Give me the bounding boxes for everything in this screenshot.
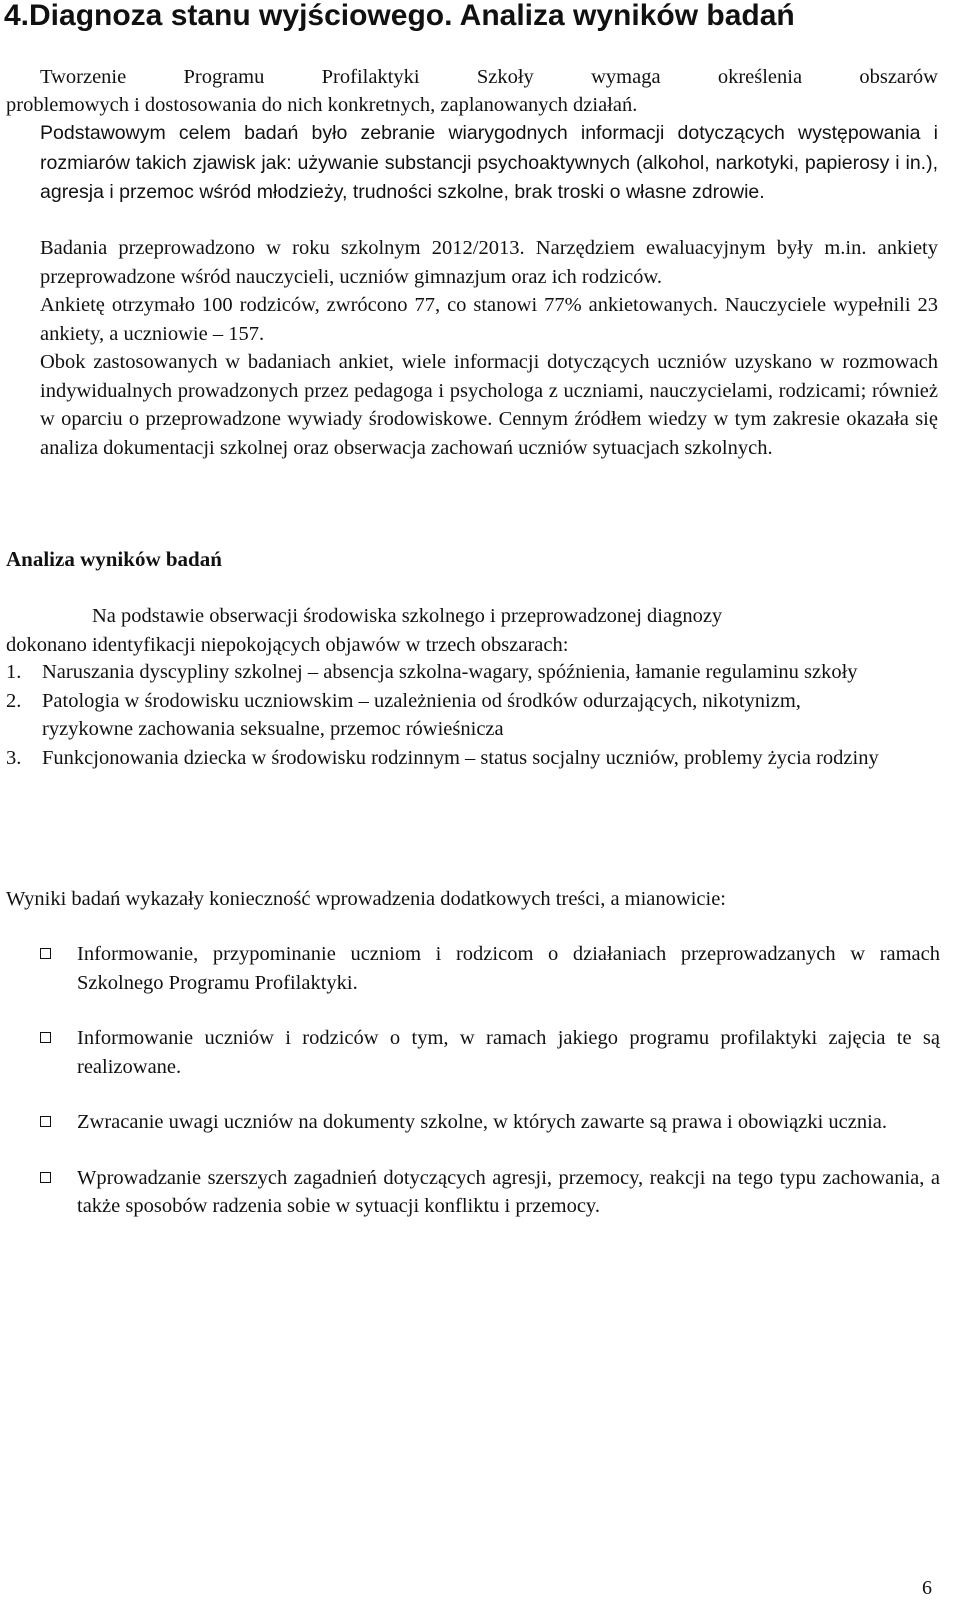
list-item-text: Wprowadzanie szerszych zagadnień dotyczących agresji, przemocy, reakcji na tego typu zachowania, a także sposobów radzenia sobie w sytuacji konfliktu i przemocy.: [77, 1166, 940, 1217]
list-item-text: Naruszania dyscypliny szkolnej – absencja szkolna-wagary, spóźnienia, łamanie regulaminu szkoły: [42, 661, 858, 683]
list-item-text: Funkcjonowania dziecka w środowisku rodzinnym – status socjalny uczniów, problemy życia rodziny: [42, 746, 879, 769]
page-number: 6: [922, 1577, 932, 1599]
survey-stats-paragraph: Ankietę otrzymało 100 rodziców, zwrócono 77, co stanowi 77% ankietowanych. Nauczyciele wypełnili 23 ankiety, a uczniowie – 157.: [40, 294, 938, 345]
checkbox-bullet-icon: [40, 1116, 51, 1127]
list-item-number: 3.: [6, 746, 22, 769]
research-tools-paragraph: Badania przeprowadzono w roku szkolnym 2012/2013. Narzędziem ewaluacyjnym były m.in. ankiety przeprowadzone wśród nauczycieli, uczniów gimnazjum oraz ich rodziców.: [40, 237, 938, 288]
other-sources-a: Obok zastosowanych w badaniach ankiet, wiele informacji dotyczących uczniów uzyskano w rozmowach indywidualnych prowadzonych przez pedagoga i psychologa z uczniami, nauczycielami, rodzicami; również w oparciu o przeprowadzone wywiady środowiskowe.: [40, 351, 938, 430]
list-item: [6, 658, 886, 687]
list-item-text: Patologia w środowisku uczniowskim – uzależnienia od środków odurzających, nikotynizm, ryzykowne zachowania seksualne, przemoc rówieśnicza: [42, 689, 801, 740]
intro-line-1: [40, 63, 938, 92]
list-item: [40, 1024, 940, 1081]
analysis-intro: [6, 602, 836, 659]
checkbox-bullet-icon: [40, 1032, 51, 1043]
list-item: [6, 744, 886, 773]
page-title: 4.Diagnoza stanu wyjściowego. Analiza wyników badań: [4, 0, 795, 32]
intro-word: Programu: [183, 66, 265, 88]
results-list: [40, 940, 940, 1248]
intro-word: Szkoły: [476, 66, 534, 88]
analysis-intro-line-2: dokonano identyfikacji niepokojących objawów w trzech obszarach:: [6, 633, 569, 656]
checkbox-bullet-icon: [40, 1172, 51, 1183]
analysis-heading: Analiza wyników badań: [6, 547, 222, 571]
list-item-number: 1.: [6, 661, 22, 683]
list-item: [40, 940, 940, 997]
other-sources-paragraph: [40, 348, 938, 462]
intro-word: określenia: [717, 66, 803, 88]
research-goal-paragraph: Podstawowym celem badań było zebranie wiarygodnych informacji dotyczących występowania i rozmiarów takich zjawisk jak: używanie substancji psychoaktywnych (alkohol, narkotyki, papierosy i in.), agresja i przemoc wśród młodzieży, trudności szkolne, brak troski o własne zdrowie.: [40, 122, 938, 203]
list-item-text: Informowanie uczniów i rodziców o tym, w ramach jakiego programu profilaktyki zajęcia te są realizowane.: [77, 1027, 940, 1078]
list-item-text: Informowanie, przypominanie uczniom i rodzicom o działaniach przeprowadzanych w ramach Szkolnego Programu Profilaktyki.: [77, 943, 940, 994]
analysis-intro-line-1: Na podstawie obserwacji środowiska szkolnego i przeprowadzonej diagnozy: [92, 605, 723, 627]
results-intro: Wyniki badań wykazały konieczność wprowadzenia dodatkowych treści, a mianowicie:: [6, 888, 726, 910]
other-sources-b: Cennym źródłem wiedzy w tym zakresie okazała się analiza dokumentacji szkolnej oraz obserwacja zachowań uczniów sytuacjach szkolnych.: [40, 408, 938, 459]
list-item-number: 2.: [6, 689, 22, 712]
intro-word: Tworzenie: [40, 66, 127, 88]
checkbox-bullet-icon: [40, 948, 51, 959]
intro-word: obszarów: [859, 66, 938, 88]
list-item: [40, 1164, 940, 1221]
intro-word: wymaga: [591, 66, 661, 88]
list-item-text: Zwracanie uwagi uczniów na dokumenty szkolne, w których zawarte są prawa i obowiązki ucznia.: [77, 1111, 888, 1133]
problem-areas-list: [6, 658, 886, 772]
intro-word: Profilaktyki: [321, 66, 420, 88]
list-item: [6, 687, 886, 744]
intro-line-2: problemowych i dostosowania do nich konkretnych, zaplanowanych działań.: [6, 94, 638, 116]
list-item: [40, 1108, 940, 1137]
